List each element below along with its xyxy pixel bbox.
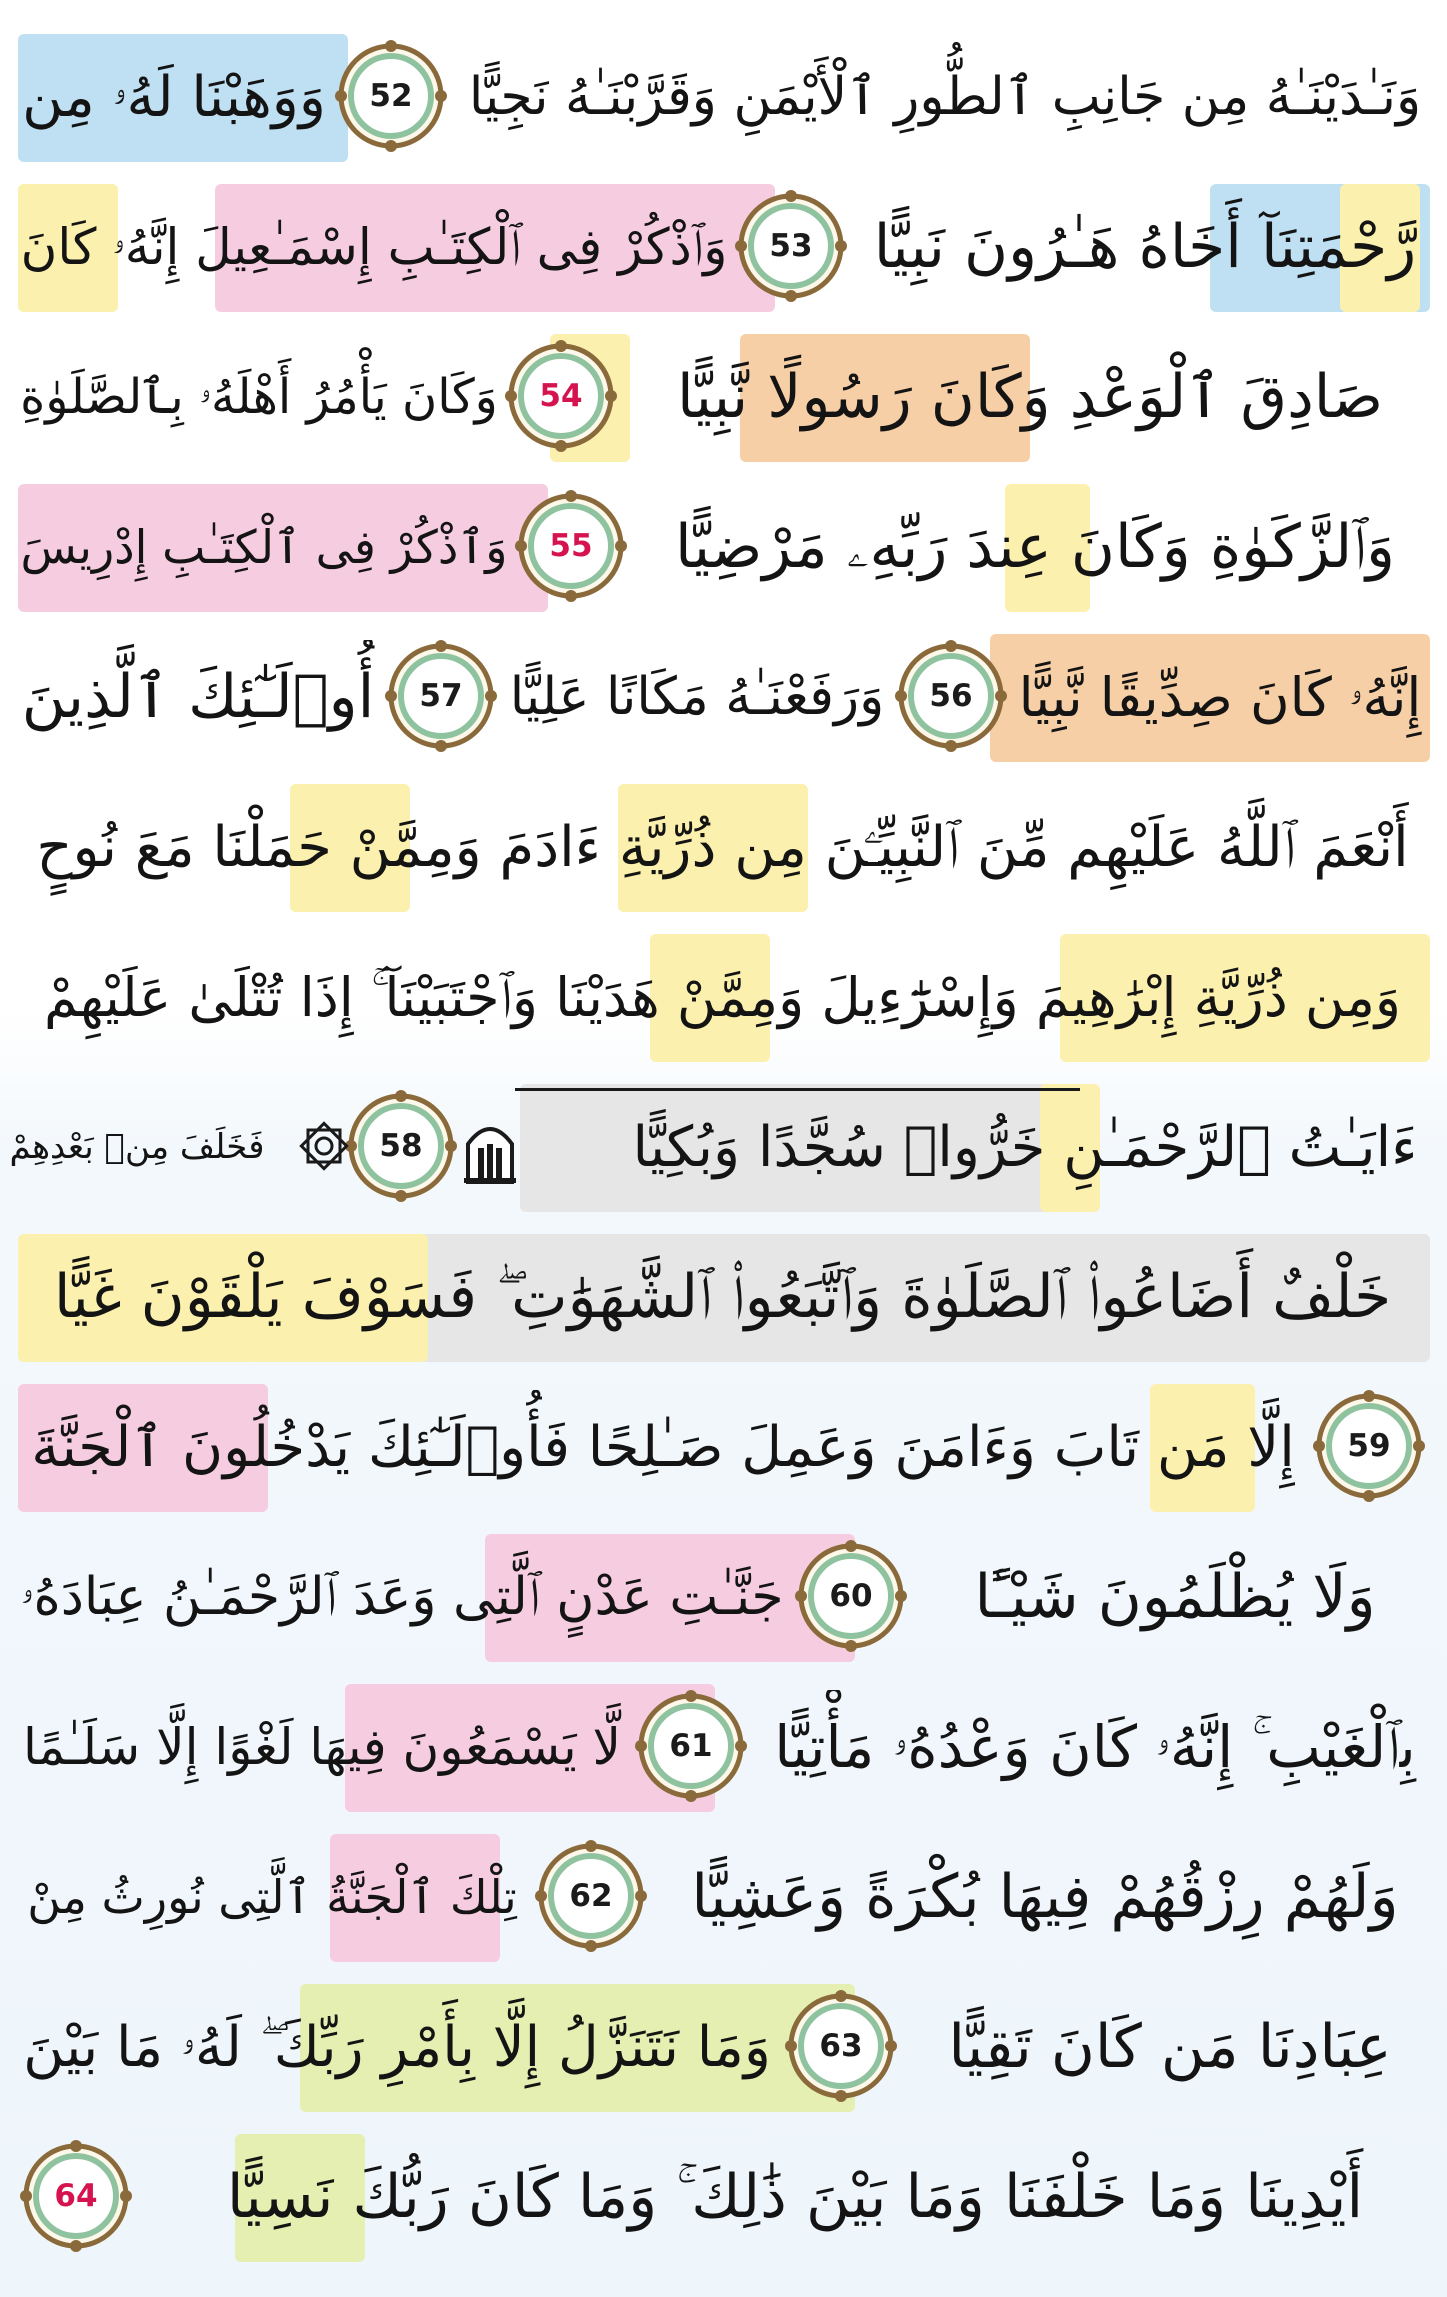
verse-text: وَلَا يُظْلَمُونَ شَيْـًٔا xyxy=(974,1562,1376,1632)
verse-text: وَٱلزَّكَوٰةِ وَكَانَ عِندَ رَبِّهِۦ مَرْضِيًّا xyxy=(675,512,1395,582)
quran-line-4 xyxy=(0,470,1447,625)
verse-text: وَنَـٰدَيْنَـٰهُ مِن جَانِبِ ٱلطُّورِ ٱلْأَيْمَنِ وَقَرَّبْنَـٰهُ نَجِيًّا xyxy=(468,67,1422,127)
verse-text: وَلَهُمْ رِزْقُهُمْ فِيهَا بُكْرَةً وَعَشِيًّا xyxy=(691,1862,1399,1932)
ayah-number: 64 xyxy=(54,2178,98,2214)
rub-el-hizb-star-icon xyxy=(296,1118,352,1188)
quran-line-2 xyxy=(0,170,1447,325)
quran-line-7 xyxy=(0,920,1447,1075)
verse-text: خَلْفٌ أَضَاعُوا۟ ٱلصَّلَوٰةَ وَٱتَّبَعُوا۟ ٱلشَّهَوَٰتِ ۖ فَسَوْفَ يَلْقَوْنَ غَيًّا xyxy=(53,1262,1392,1332)
ayah-number: 63 xyxy=(819,2028,863,2064)
ayah-number: 55 xyxy=(549,528,593,564)
verse-text: أَنْعَمَ ٱللَّهُ عَلَيْهِم مِّنَ ٱلنَّبِيِّـۧنَ مِن ذُرِّيَّةِ ءَادَمَ وَمِمَّنْ حَمَلْنَا مَعَ نُوحٍ xyxy=(36,815,1409,880)
verse-text: وَٱذْكُرْ فِى ٱلْكِتَـٰبِ إِدْرِيسَ xyxy=(20,520,508,574)
verse-text: وَمَا نَتَنَزَّلُ إِلَّا بِأَمْرِ رَبِّكَ ۖ لَهُۥ مَا بَيْنَ xyxy=(23,2015,771,2080)
quran-line-5 xyxy=(0,620,1447,775)
verse-text: وَرَفَعْنَـٰهُ مَكَانًا عَلِيًّا xyxy=(509,667,885,727)
ayah-number: 60 xyxy=(829,1578,873,1614)
ayah-end-marker xyxy=(385,640,497,752)
quran-line-12 xyxy=(0,1670,1447,1825)
verse-text: أَيْدِينَا وَمَا خَلْفَنَا وَمَا بَيْنَ ذَٰلِكَ ۚ وَمَا كَانَ رَبُّكَ نَسِيًّا xyxy=(226,2162,1364,2232)
ayah-end-marker xyxy=(535,1840,647,1952)
quran-line-6 xyxy=(0,770,1447,925)
quran-line-11 xyxy=(0,1520,1447,1675)
verse-text: رَّحْمَتِنَآ أَخَاهُ هَـٰرُونَ نَبِيًّا xyxy=(873,212,1417,282)
ayah-number: 59 xyxy=(1347,1428,1391,1464)
verse-text: وَٱذْكُرْ فِى ٱلْكِتَـٰبِ إِسْمَـٰعِيلَ إِنَّهُۥ كَانَ xyxy=(20,218,728,276)
verse-text: ءَايَـٰتُ ٱلرَّحْمَـٰنِ خَرُّوا۟ سُجَّدًا وَبُكِيًّا xyxy=(632,1115,1418,1180)
verse-text: عِبَادِنَا مَن كَانَ تَقِيًّا xyxy=(948,2012,1392,2082)
verse-text: إِنَّهُۥ كَانَ صِدِّيقًا نَّبِيًّا xyxy=(1018,666,1422,729)
verse-text: إِلَّا مَن تَابَ وَءَامَنَ وَعَمِلَ صَـٰلِحًا فَأُو۟لَـٰٓئِكَ يَدْخُلُونَ ٱلْجَنَّةَ xyxy=(31,1415,1295,1480)
verse-text: فَخَلَفَ مِنۢ بَعْدِهِمْ xyxy=(9,1127,265,1167)
ayah-end-marker xyxy=(515,490,627,602)
ayah-number: 62 xyxy=(569,1878,613,1914)
ayah-number: 54 xyxy=(539,378,583,414)
ayah-number: 57 xyxy=(419,678,463,714)
ayah-end-marker xyxy=(635,1690,747,1802)
verse-text: وَمِن ذُرِّيَّةِ إِبْرَٰهِيمَ وَإِسْرَٰٓءِيلَ وَمِمَّنْ هَدَيْنَا وَٱجْتَبَيْنَآ ۚ إِذَا تُتْلَىٰ عَلَيْهِمْ xyxy=(43,966,1402,1029)
verse-text: صَادِقَ ٱلْوَعْدِ وَكَانَ رَسُولًا نَّبِيًّا xyxy=(676,362,1384,432)
sajda-mihrab-icon xyxy=(462,1114,518,1184)
ayah-end-marker xyxy=(335,40,447,152)
ayah-number: 56 xyxy=(929,678,973,714)
ayah-end-marker xyxy=(345,1090,457,1202)
quran-line-13 xyxy=(0,1820,1447,1975)
quran-line-9 xyxy=(0,1220,1447,1375)
ayah-number: 53 xyxy=(769,228,813,264)
quran-line-3 xyxy=(0,320,1447,475)
ayah-end-marker xyxy=(20,2140,132,2252)
verse-text: وَكَانَ يَأْمُرُ أَهْلَهُۥ بِٱلصَّلَوٰةِ xyxy=(20,369,498,425)
ayah-number: 61 xyxy=(669,1728,713,1764)
verse-text: أُو۟لَـٰٓئِكَ ٱلَّذِينَ xyxy=(21,662,375,732)
quran-line-1 xyxy=(0,20,1447,175)
verse-text: وَوَهَبْنَا لَهُۥ مِن xyxy=(22,65,326,130)
quran-line-8 xyxy=(0,1070,1447,1225)
verse-text: لَّا يَسْمَعُونَ فِيهَا لَغْوًا إِلَّا سَلَـٰمًا xyxy=(22,1718,622,1776)
verse-text: تِلْكَ ٱلْجَنَّةُ ٱلَّتِى نُورِثُ مِنْ xyxy=(27,1870,517,1924)
quran-line-10 xyxy=(0,1370,1447,1525)
ayah-number: 58 xyxy=(379,1128,423,1164)
verse-text: جَنَّـٰتِ عَدْنٍ ٱلَّتِى وَعَدَ ٱلرَّحْمَـٰنُ عِبَادَهُۥ xyxy=(20,1567,784,1627)
ayah-end-marker xyxy=(1313,1390,1425,1502)
ayah-end-marker xyxy=(785,1990,897,2102)
ayah-end-marker xyxy=(505,340,617,452)
ayah-end-marker xyxy=(735,190,847,302)
verse-text: بِٱلْغَيْبِ ۚ إِنَّهُۥ كَانَ وَعْدُهُۥ مَأْتِيًّا xyxy=(774,1713,1416,1781)
quran-line-14 xyxy=(0,1970,1447,2125)
ayah-end-marker xyxy=(895,640,1007,752)
ayah-end-marker xyxy=(795,1540,907,1652)
quran-line-15 xyxy=(0,2120,1447,2275)
ayah-number: 52 xyxy=(369,78,413,114)
